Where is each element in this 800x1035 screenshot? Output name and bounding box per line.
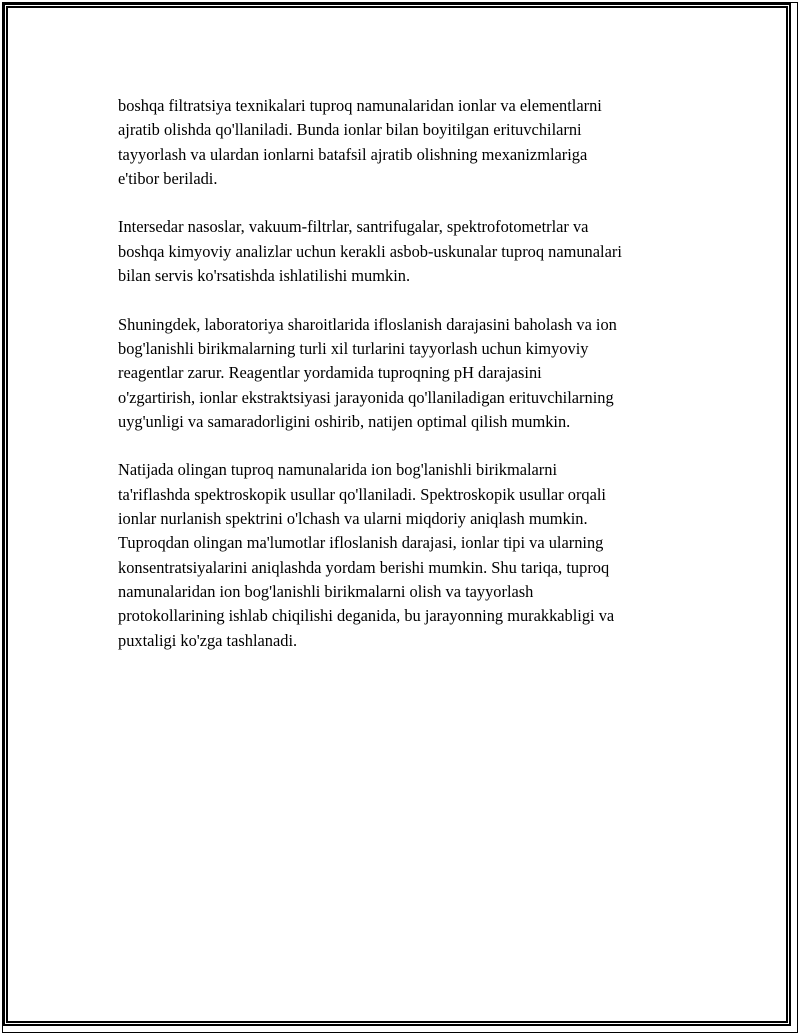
document-body (118, 94, 698, 677)
paragraph-4: Natijada olingan tuproq namunalarida ion bog'lanishli birikmalarni ta'riflashda spektroskopik usullar qo'llaniladi. Spektroskopik usullar orqali ionlar nurlanish spektrini o'lchash va ularni miqdoriy aniqlash mumkin. Tuproqdan olingan ma'lumotlar ifloslanish darajasi, ionlar tipi va ularning konsentratsiyalarini aniqlashda yordam berishi mumkin. Shu tariqa, tuproq namunalaridan ion bog'lanishli birikmalarni olish va tayyorlash protokollarining ishlab chiqilishi deganida, bu jarayonning murakkabligi va puxtaligi ko'zga tashlanadi. (118, 460, 615, 650)
paragraph-3: Shuningdek, laboratoriya sharoitlarida ifloslanish darajasini baholash va ion bog'lanishli birikmalarning turli xil turlarini tayyorlash uchun kimyoviy reagentlar zarur. Reagentlar yordamida tuproqning pH darajasini o'zgartirish, ionlar ekstraktsiyasi jarayonida qo'llaniladigan erituvchilarning uyg'unligi va samaradorligini oshirib, natijen optimal qilish mumkin. (118, 314, 617, 431)
paragraph-2: Intersedar nasoslar, vakuum-filtrlar, santrifugalar, spektrofotometrlar va boshqa kimyoviy analizlar uchun kerakli asbob-uskunalar tuproq namunalari bilan servis ko'rsatishda ishlatilishi mumkin. (118, 217, 622, 286)
paragraph-1: boshqa filtratsiya texnikalari tuproq namunalaridan ionlar va elementlarni ajratib olishda qo'llaniladi. Bunda ionlar bilan boyitilgan erituvchilarni tayyorlash va ulardan ionlarni batafsil ajratib olishning mexanizmlariga e'tibor beriladi. (118, 96, 602, 188)
